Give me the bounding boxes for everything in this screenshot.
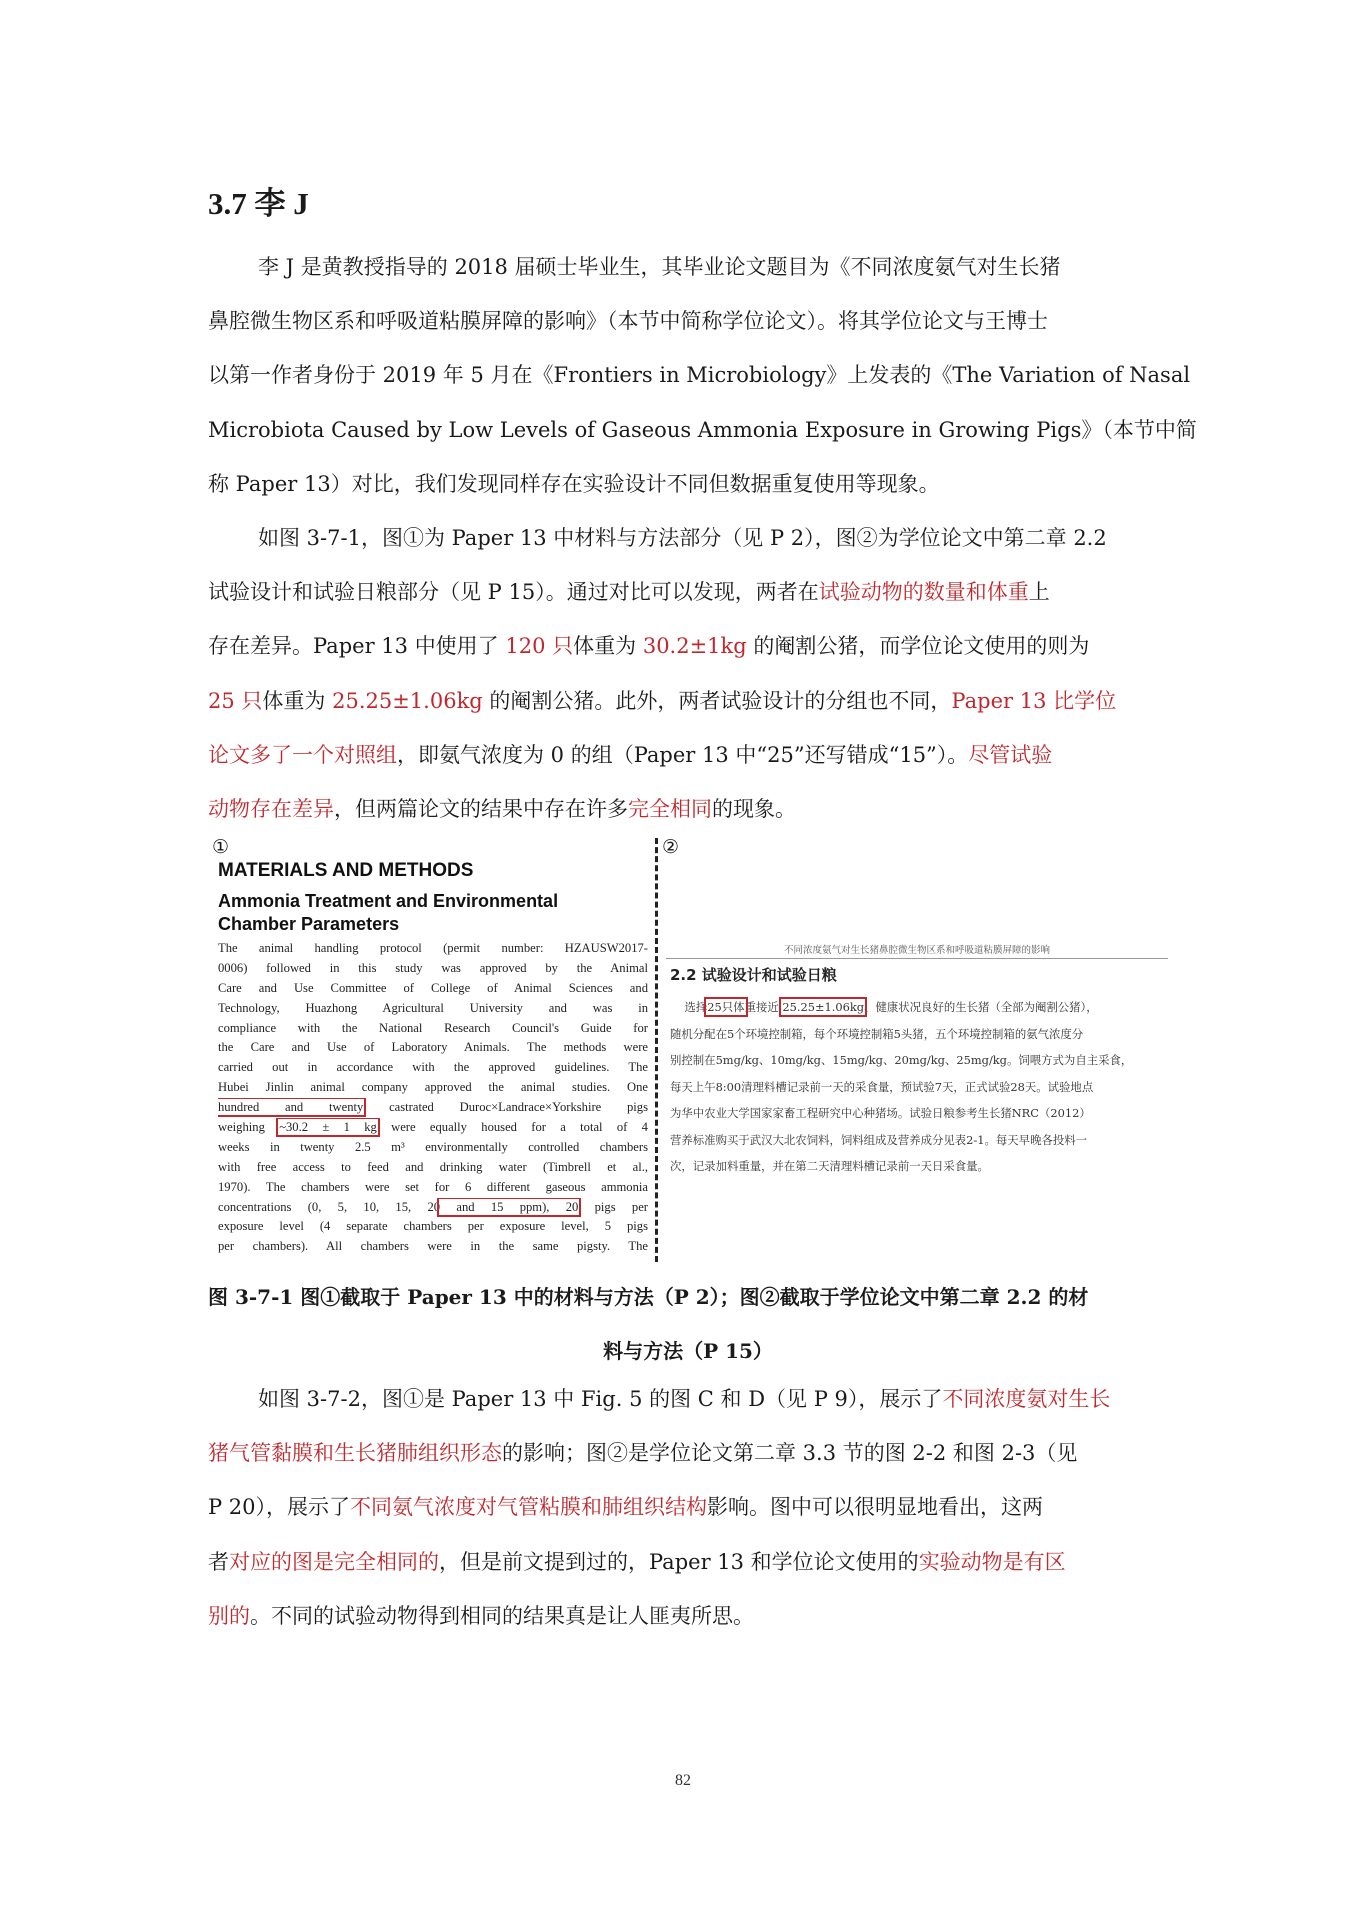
- text-line: 李 J 是黄教授指导的 2018 届硕士毕业生，其毕业论文题目为《不同浓度氨气对生长猪: [258, 255, 1061, 279]
- highlight-text: 30.2±1kg: [642, 634, 747, 659]
- highlight-text: 猪气管黏膜和生长猪肺组织形态: [208, 1441, 502, 1466]
- thesis-line: 为华中农业大学国家家畜工程研究中心种猪场。试验日粮参考生长猪NRC（2012）: [670, 1106, 1091, 1120]
- text-line: 称 Paper 13）对比，我们发现同样存在实验设计不同但数据重复使用等现象。: [208, 471, 940, 496]
- highlight-text: 尽管试验: [968, 742, 1053, 767]
- paragraph-comparison: [208, 511, 1168, 836]
- excerpt-line: with free access to feed and drinking water (Timbrell et al.,: [218, 1159, 648, 1174]
- thesis-excerpt: [666, 836, 1168, 1262]
- thesis-line: 随机分配在5个环境控制箱，每个环境控制箱5头猪，五个环境控制箱的氨气浓度分: [670, 1026, 1084, 1041]
- text-line: 25 只体重为 25.25±1.06kg 的阉割公猪。此外，两者试验设计的分组也不同，Paper 13 比学位: [208, 688, 1117, 713]
- paragraph-figure-comparison: [208, 1372, 1168, 1643]
- highlight-text: 不同氨气浓度对气管粘膜和肺组织结构: [350, 1495, 708, 1520]
- highlight-text: 不同浓度氨对生长: [942, 1387, 1111, 1411]
- highlight-text: 对应的图是完全相同的: [229, 1549, 439, 1574]
- text-line: 以第一作者身份于 2019 年 5 月在《Frontiers in Microbiology》上发表的《The Variation of Nasal: [208, 363, 1191, 388]
- figure-marker-1: ①: [212, 836, 230, 858]
- excerpt-line: The animal handling protocol (permit number: HZAUSW2017-: [218, 941, 648, 955]
- red-box-highlight: 25.25±1.06kg: [782, 1000, 865, 1014]
- highlight-text: Paper 13 比学位: [951, 688, 1117, 713]
- excerpt-line: per chambers). All chambers were in the same pigsty. The: [218, 1239, 648, 1254]
- excerpt-heading: MATERIALS AND METHODS: [218, 860, 474, 881]
- thesis-line: 选择25只体重接近 25.25±1.06kg、健康状况良好的生长猪（全部为阉割公猪），: [684, 1000, 1098, 1014]
- thesis-line: 每天上午8:00清理料槽记录前一天的采食量，预试验7天，正式试验28天。试验地点: [670, 1079, 1094, 1094]
- text-line: 者对应的图是完全相同的，但是前文提到过的，Paper 13 和学位论文使用的实验动物是有区: [208, 1549, 1066, 1574]
- paper13-excerpt: [218, 860, 648, 1257]
- page-number: 82: [675, 1772, 691, 1789]
- red-box-highlight: 25只体: [707, 1000, 745, 1014]
- highlight-text: 25 只: [208, 688, 263, 713]
- excerpt-line: 0006) followed in this study was approved by the Animal: [218, 960, 648, 975]
- caption-line: 图 3-7-1 图①截取于 Paper 13 中的材料与方法（P 2）；图②截取于学位论文中第二章 2.2 的材: [208, 1285, 1089, 1309]
- thesis-body: [670, 994, 1166, 1180]
- text-line: 如图 3-7-1，图①为 Paper 13 中材料与方法部分（见 P 2），图②为学位论文中第二章 2.2: [258, 526, 1107, 550]
- excerpt-line: weeks in twenty 2.5 m³ environmentally controlled chambers: [218, 1139, 648, 1154]
- thesis-line: 营养标准购买于武汉大北农饲料，饲料组成及营养成分见表2-1。每天早晚各投料一: [670, 1132, 1088, 1147]
- figure-marker-2: ②: [662, 836, 680, 858]
- text-line: 存在差异。Paper 13 中使用了 120 只体重为 30.2±1kg 的阉割公猪，而学位论文使用的则为: [208, 634, 1090, 659]
- highlight-text: 动物存在差异: [208, 797, 334, 822]
- thesis-line: 次，记录加料重量，并在第二天清理料槽记录前一天日采食量。: [670, 1159, 989, 1173]
- red-box-highlight: hundred and twenty: [218, 1100, 364, 1115]
- caption-line: 料与方法（P 15）: [603, 1339, 773, 1363]
- thesis-section-title: 2.2 试验设计和试验日粮: [670, 966, 837, 984]
- excerpt-line: concentrations (0, 5, 10, 15, 20 and 15 ppm), 20 pigs per: [218, 1199, 648, 1214]
- excerpt-line: exposure level (4 separate chambers per exposure level, 5 pigs: [218, 1219, 648, 1234]
- highlight-text: 试验动物的数量和体重: [818, 580, 1029, 605]
- figure-caption: [208, 1270, 1168, 1378]
- highlight-text: 完全相同: [628, 797, 712, 822]
- excerpt-line: the Care and Use of Laboratory Animals. The methods were: [218, 1040, 648, 1055]
- thesis-running-header: 不同浓度氨气对生长猪鼻腔微生物区系和呼吸道粘膜屏障的影响: [666, 942, 1168, 959]
- excerpt-line: Care and Use Committee of College of Animal Sciences and: [218, 980, 648, 995]
- figure-divider: [655, 838, 658, 1262]
- excerpt-line: 1970). The chambers were set for 6 different gaseous ammonia: [218, 1179, 648, 1194]
- excerpt-line: weighing ~30.2 ± 1 kg were equally housed for a total of 4: [218, 1120, 648, 1135]
- red-box-highlight: ~30.2 ± 1 kg: [279, 1120, 377, 1135]
- thesis-line: 别控制在5mg/kg、10mg/kg、15mg/kg、20mg/kg、25mg/kg。饲喂方式为自主采食，: [670, 1053, 1133, 1067]
- text-line: 猪气管黏膜和生长猪肺组织形态的影响；图②是学位论文第二章 3.3 节的图 2-2 和图 2-3（见: [208, 1441, 1078, 1466]
- figure-3-7-1: [208, 836, 1168, 1262]
- highlight-text: 论文多了一个对照组: [208, 742, 397, 767]
- excerpt-subheading: Ammonia Treatment and Environmental Chamber Parameters: [218, 891, 559, 934]
- highlight-text: 120 只: [505, 634, 574, 659]
- text-line: 试验设计和试验日粮部分（见 P 15）。通过对比可以发现，两者在试验动物的数量和体重上: [208, 580, 1050, 605]
- excerpt-line: Technology, Huazhong Agricultural University and was in: [218, 1000, 648, 1015]
- text-line: P 20），展示了不同氨气浓度对气管粘膜和肺组织结构影响。图中可以很明显地看出，这两: [208, 1495, 1044, 1520]
- text-line: 论文多了一个对照组，即氨气浓度为 0 的组（Paper 13 中“25”还写错成“15”）。尽管试验: [208, 742, 1053, 767]
- text-line: 鼻腔微生物区系和呼吸道粘膜屏障的影响》（本节中简称学位论文）。将其学位论文与王博士: [208, 309, 1048, 334]
- section-heading: 3.7 李 J: [208, 186, 309, 221]
- excerpt-line: compliance with the National Research Council's Guide for: [218, 1020, 648, 1035]
- text-line: 别的。不同的试验动物得到相同的结果真是让人匪夷所思。: [208, 1603, 754, 1628]
- highlight-text: 别的: [208, 1603, 250, 1628]
- highlight-text: 25.25±1.06kg: [332, 688, 483, 713]
- excerpt-line: Hubei Jinlin animal company approved the animal studies. One: [218, 1080, 648, 1095]
- excerpt-line: carried out in accordance with the approved guidelines. The: [218, 1060, 648, 1075]
- text-line: 动物存在差异，但两篇论文的结果中存在许多完全相同的现象。: [208, 797, 796, 822]
- text-line: 如图 3-7-2，图①是 Paper 13 中 Fig. 5 的图 C 和 D（见 P 9），展示了不同浓度氨对生长: [258, 1387, 1111, 1411]
- excerpt-line: hundred and twenty castrated Duroc×Landrace×Yorkshire pigs: [218, 1100, 648, 1115]
- highlight-text: 实验动物是有区: [918, 1549, 1066, 1574]
- excerpt-body: [218, 939, 648, 1257]
- paragraph-intro: [208, 240, 1197, 511]
- red-box-highlight: and 15 ppm), 20: [440, 1199, 579, 1214]
- text-line: Microbiota Caused by Low Levels of Gaseous Ammonia Exposure in Growing Pigs》（本节中简: [208, 417, 1197, 442]
